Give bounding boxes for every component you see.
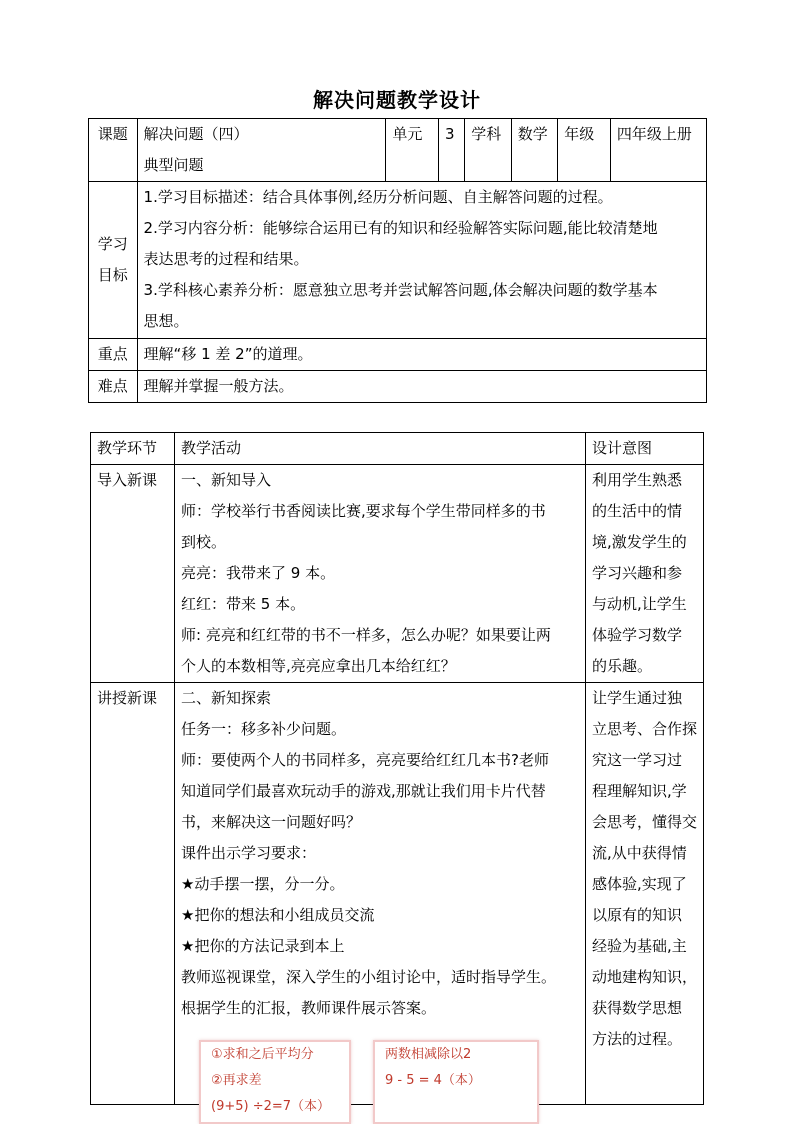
difficulty-value: 理解并掌握一般方法。 (137, 371, 706, 403)
activity-line: ★把你的方法记录到本上 (181, 937, 345, 955)
activity-line: 到校。 (181, 533, 227, 551)
goal-line: 1.学习目标描述：结合具体事例,经历分析问题、自主解答问题的过程。 (143, 188, 613, 206)
intent-line: 经验为基础,主 (592, 937, 687, 955)
unit-label: 单元 (386, 119, 439, 182)
card-line: 两数相减除以2 (385, 1047, 472, 1062)
intent-line: 境,激发学生的 (592, 533, 687, 551)
intent-line: 体验学习数学 (592, 626, 683, 644)
intent-line: 动地建构知识， (592, 968, 698, 986)
grade-value: 四年级上册 (610, 119, 706, 182)
activity-line: 师: 亮亮和红红带的书不一样多，怎么办呢？如果要让两 (181, 626, 551, 644)
goals-content (137, 182, 706, 339)
intent-line: 利用学生熟悉 (592, 471, 683, 489)
subject-value: 数学 (511, 119, 558, 182)
intent-line: 方法的过程。 (592, 1030, 683, 1048)
card-line: (9+5) ÷2=7（本） (211, 1099, 331, 1114)
intent-line: 与动机,让学生 (592, 595, 687, 613)
activity-line: 红红：带来 5 本。 (181, 595, 306, 613)
activity-line: 师：学校举行书香阅读比赛,要求每个学生带同样多的书 (181, 502, 546, 520)
intent-line: 获得数学思想 (592, 999, 683, 1017)
intent-line: 立思考、合作探 (592, 720, 698, 738)
intent-line: 感体验,实现了 (592, 875, 687, 893)
goal-line: 2.学习内容分析：能够综合运用已有的知识和经验解答实际问题,能比较清楚地 (143, 219, 658, 237)
key-label: 重点 (89, 339, 138, 371)
intent-line: 让学生通过独 (592, 689, 683, 707)
intent-line: 的乐趣。 (592, 657, 653, 675)
course-value (137, 119, 386, 182)
intent-line: 学习兴趣和参 (592, 564, 683, 582)
activity-intro (175, 465, 586, 683)
activity-line: 书，来解决这一问题好吗？ (181, 813, 362, 831)
goals-label-line2: 目标 (97, 266, 128, 284)
goal-line: 思想。 (143, 312, 189, 330)
key-value: 理解“移 1 差 2”的道理。 (137, 339, 706, 371)
answer-cards (181, 1024, 579, 1114)
grade-label: 年级 (558, 119, 611, 182)
activity-line: 二、新知探索 (181, 689, 272, 707)
activity-line: 教师巡视课堂，深入学生的小组讨论中，适时指导学生。 (181, 968, 557, 986)
answer-card-average (199, 1040, 351, 1124)
activity-line: ★动手摆一摆，分一分。 (181, 875, 345, 893)
activity-line: 师：要使两个人的书同样多，亮亮要给红红几本书?老师 (181, 751, 549, 769)
activity-line: 课件出示学习要求： (181, 844, 317, 862)
course-label: 课题 (89, 119, 138, 182)
intent-line: 究这一学习过 (592, 751, 683, 769)
intent-line: 以原有的知识 (592, 906, 683, 924)
header-stage: 教学环节 (91, 433, 175, 465)
intent-new (586, 683, 704, 1105)
unit-value: 3 (438, 119, 464, 182)
difficulty-label: 难点 (89, 371, 138, 403)
intent-intro (586, 465, 704, 683)
intent-line: 会思考，懂得交 (592, 813, 698, 831)
goals-label (89, 182, 138, 339)
card-line: 9 - 5 = 4（本） (385, 1073, 481, 1088)
activity-line: 根据学生的汇报，教师课件展示答案。 (181, 999, 437, 1017)
stage-new: 讲授新课 (91, 683, 175, 1105)
intent-line: 流,从中获得情 (592, 844, 687, 862)
activity-line: 一、新知导入 (181, 471, 272, 489)
goal-line: 表达思考的过程和结果。 (143, 250, 309, 268)
activity-line: 个人的本数相等,亮亮应拿出几本给红红？ (181, 657, 456, 675)
card-line: ②再求差 (211, 1073, 262, 1088)
course-value-line1: 解决问题（四） (143, 125, 249, 143)
activity-line: ★把你的想法和小组成员交流 (181, 906, 375, 924)
card-line: ①求和之后平均分 (211, 1047, 314, 1062)
answer-card-difference (373, 1040, 539, 1124)
header-activity: 教学活动 (175, 433, 586, 465)
course-value-line2: 典型问题 (143, 156, 204, 174)
stage-intro: 导入新课 (91, 465, 175, 683)
teaching-process-table (90, 432, 704, 1114)
goal-line: 3.学科核心素养分析：愿意独立思考并尝试解答问题,体会解决问题的数学基本 (143, 281, 658, 299)
goals-label-line1: 学习 (97, 235, 128, 253)
subject-label: 学科 (465, 119, 512, 182)
page-title: 解决问题教学设计 (313, 88, 481, 112)
activity-line: 亮亮：我带来了 9 本。 (181, 564, 336, 582)
activity-new (175, 683, 586, 1114)
course-info-table (88, 118, 707, 403)
header-intent: 设计意图 (586, 433, 704, 465)
intent-line: 的生活中的情 (592, 502, 683, 520)
activity-line: 知道同学们最喜欢玩动手的游戏,那就让我们用卡片代替 (181, 782, 546, 800)
intent-line: 程理解知识,学 (592, 782, 687, 800)
activity-line: 任务一：移多补少问题。 (181, 720, 347, 738)
